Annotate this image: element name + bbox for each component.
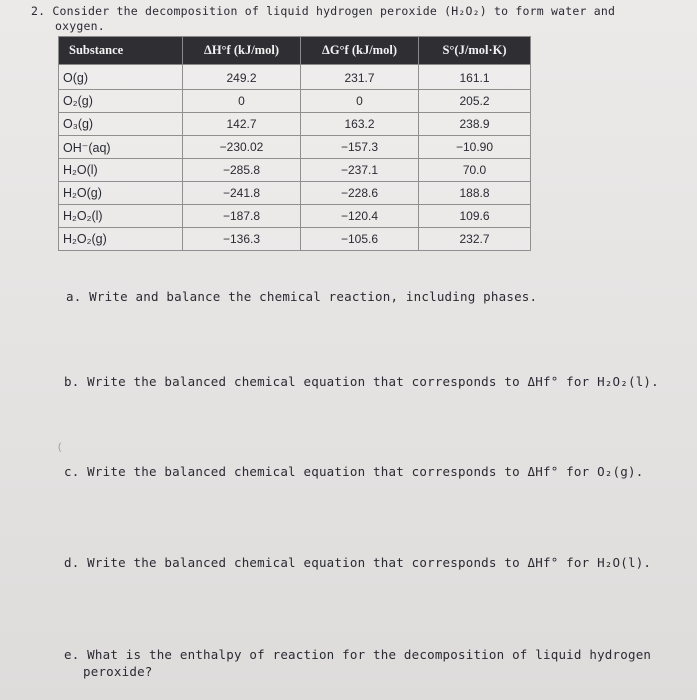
substance-cell: OH⁻(aq) xyxy=(59,136,183,159)
table-row xyxy=(59,159,531,182)
enthalpy-cell: 249.2 xyxy=(183,65,301,90)
question-e xyxy=(64,646,684,680)
question-header xyxy=(31,4,671,34)
gibbs-cell: −157.3 xyxy=(301,136,419,159)
entropy-cell: 70.0 xyxy=(419,159,531,182)
column-header-entropy: S°(J/mol·K) xyxy=(419,37,531,65)
gibbs-cell: −237.1 xyxy=(301,159,419,182)
table-row xyxy=(59,205,531,228)
entropy-cell: 232.7 xyxy=(419,228,531,251)
enthalpy-cell: 142.7 xyxy=(183,113,301,136)
table-row xyxy=(59,113,531,136)
enthalpy-cell: −285.8 xyxy=(183,159,301,182)
entropy-cell: 109.6 xyxy=(419,205,531,228)
table-row xyxy=(59,90,531,113)
thermo-data-table xyxy=(58,36,531,251)
gibbs-cell: −228.6 xyxy=(301,182,419,205)
column-header-enthalpy: ΔH°f (kJ/mol) xyxy=(183,37,301,65)
enthalpy-cell: −136.3 xyxy=(183,228,301,251)
substance-cell: H₂O₂(l) xyxy=(59,205,183,228)
gibbs-cell: −105.6 xyxy=(301,228,419,251)
enthalpy-cell: 0 xyxy=(183,90,301,113)
question-header-line-1: 2. Consider the decomposition of liquid hydrogen peroxide (H₂O₂) to form water and xyxy=(31,4,616,18)
table-header-row xyxy=(59,37,531,65)
substance-cell: H₂O₂(g) xyxy=(59,228,183,251)
enthalpy-cell: −241.8 xyxy=(183,182,301,205)
entropy-cell: 161.1 xyxy=(419,65,531,90)
entropy-cell: 188.8 xyxy=(419,182,531,205)
substance-cell: H₂O(l) xyxy=(59,159,183,182)
question-c: c. Write the balanced chemical equation that corresponds to ΔHf° for O₂(g). xyxy=(64,464,644,479)
column-header-substance: Substance xyxy=(59,37,183,65)
substance-cell: O₃(g) xyxy=(59,113,183,136)
gibbs-cell: −120.4 xyxy=(301,205,419,228)
question-b: b. Write the balanced chemical equation that corresponds to ΔHf° for H₂O₂(l). xyxy=(64,374,659,389)
question-e-line-1: e. What is the enthalpy of reaction for the decomposition of liquid hydrogen xyxy=(64,647,652,662)
enthalpy-cell: −187.8 xyxy=(183,205,301,228)
substance-cell: H₂O(g) xyxy=(59,182,183,205)
entropy-cell: 205.2 xyxy=(419,90,531,113)
table-row xyxy=(59,228,531,251)
question-d: d. Write the balanced chemical equation that corresponds to ΔHf° for H₂O(l). xyxy=(64,555,652,570)
gibbs-cell: 0 xyxy=(301,90,419,113)
substance-cell: O(g) xyxy=(59,65,183,90)
pencil-mark: ( xyxy=(58,442,62,453)
table-row xyxy=(59,182,531,205)
question-a: a. Write and balance the chemical reaction, including phases. xyxy=(66,289,538,304)
entropy-cell: −10.90 xyxy=(419,136,531,159)
substance-cell: O₂(g) xyxy=(59,90,183,113)
table-row xyxy=(59,136,531,159)
gibbs-cell: 163.2 xyxy=(301,113,419,136)
entropy-cell: 238.9 xyxy=(419,113,531,136)
column-header-gibbs: ΔG°f (kJ/mol) xyxy=(301,37,419,65)
enthalpy-cell: −230.02 xyxy=(183,136,301,159)
question-header-line-2: oxygen. xyxy=(55,19,105,33)
question-e-line-2: peroxide? xyxy=(83,664,153,679)
gibbs-cell: 231.7 xyxy=(301,65,419,90)
table-row xyxy=(59,65,531,90)
